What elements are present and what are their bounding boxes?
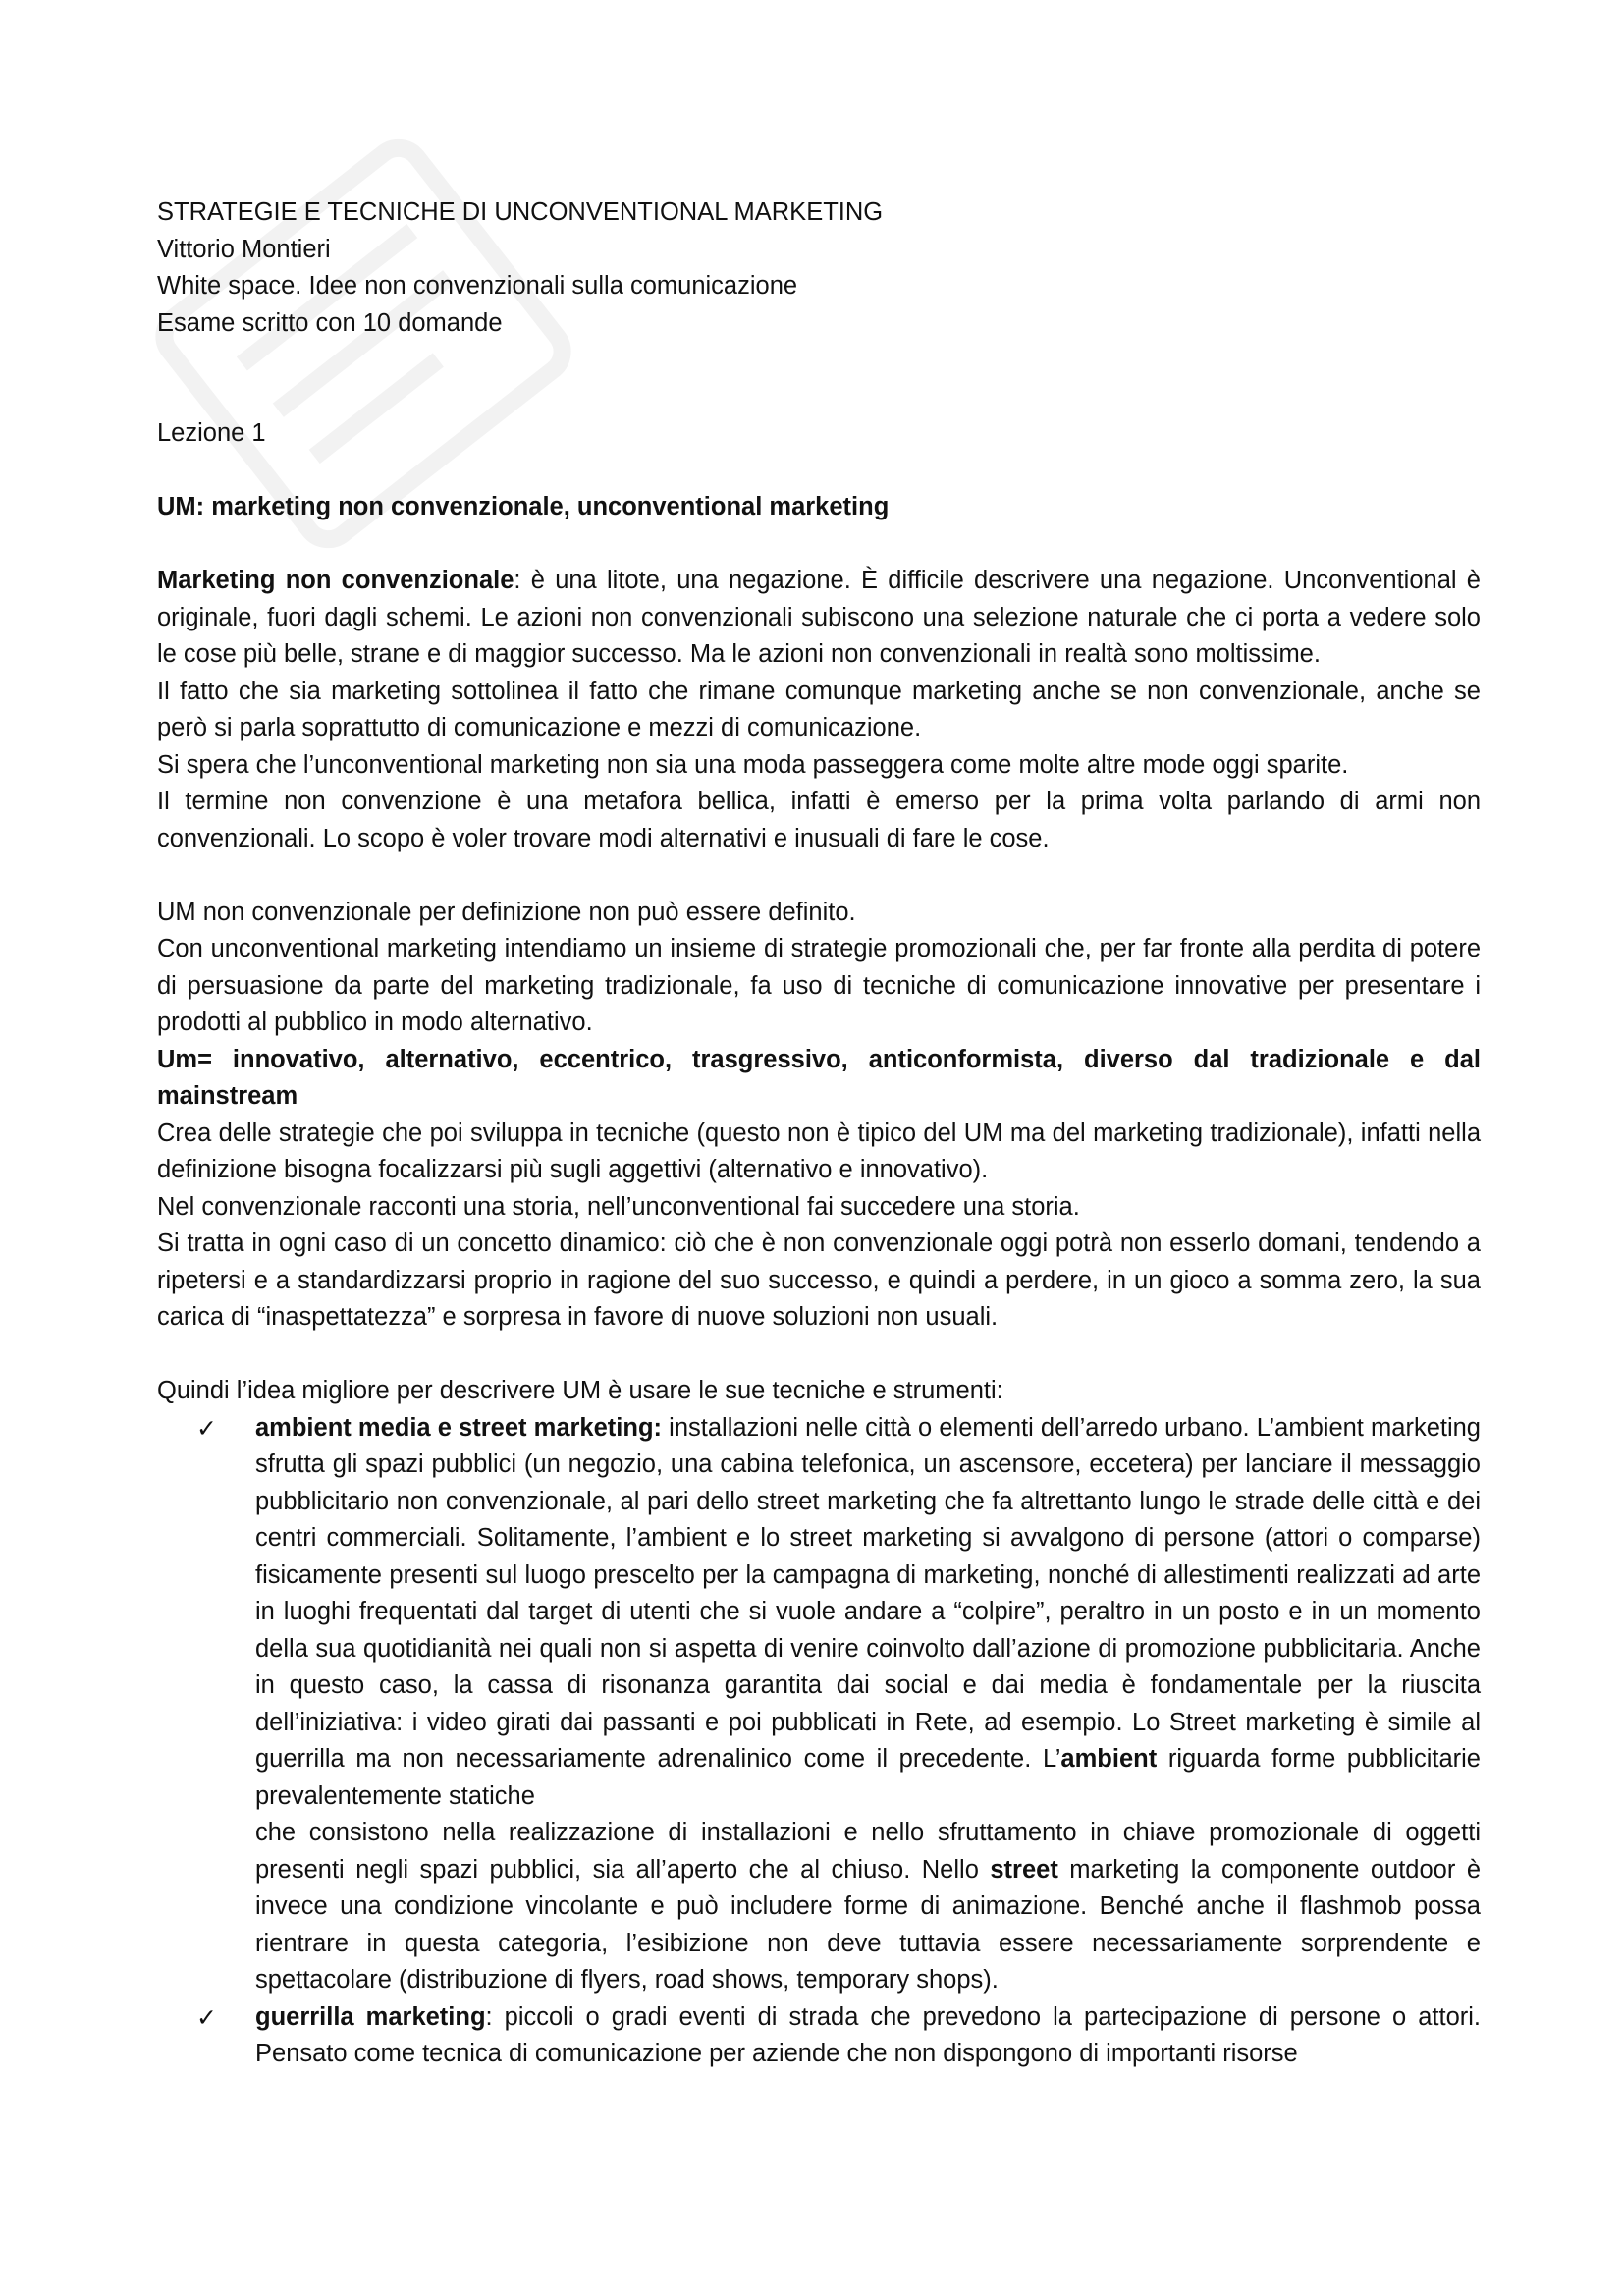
definition-bold-line: Um= innovativo, alternativo, eccentrico, trasgressivo, anticonformista, diverso dal tradizionale e dal mainstream	[157, 1045, 1481, 1110]
document-page	[157, 194, 1481, 2073]
definition-paragraph-1: UM non convenzionale per definizione non può essere definito.	[157, 898, 856, 926]
ambient-text-4: marketing la componente outdoor è invece una condizione vincolante e può includere forme di animazione. Benché anche il flashmob possa rientrare in questa categoria, l’esibizione non deve tuttavia essere necessariamente sorprendente e spettacolare (distribuzione di flyers, road shows, temporary shops).	[255, 1855, 1481, 1994]
checkmark-icon: ✓	[196, 1413, 217, 1443]
intro-paragraph-3: Si spera che l’unconventional marketing non sia una moda passeggera come molte altre mode oggi sparite.	[157, 750, 1349, 779]
ambient-text-3: che consistono nella realizzazione di installazioni e nello sfruttamento in chiave promozionale di oggetti presenti negli spazi pubblici, sia all’aperto che al chiuso. Nello	[255, 1819, 1481, 1884]
techniques-intro: Quindi l’idea migliore per descrivere UM è usare le sue tecniche e strumenti:	[157, 1377, 1003, 1404]
lesson-heading: UM: marketing non convenzionale, unconventional marketing	[157, 493, 890, 520]
intro-term: Marketing non convenzionale	[157, 567, 514, 594]
list-item-ambient	[196, 1410, 1481, 1999]
definition-paragraph-3: Crea delle strategie che poi sviluppa in tecniche (questo non è tipico del UM ma del marketing tradizionale), infatti nella definizione bisogna focalizzarsi più sugli aggettivi (alternativo e innovativo).	[157, 1119, 1481, 1183]
exam-info: Esame scritto con 10 domande	[157, 308, 503, 337]
definition-paragraph-5: Si tratta in ogni caso di un concetto dinamico: ciò che è non convenzionale oggi potrà non esserlo domani, tendendo a ripetersi e a standardizzarsi proprio in ragione del suo successo, e quindi a perdere, in un gioco a somma zero, la sua carica di “inaspettatezza” e sorpresa in favore di nuove soluzioni non usuali.	[157, 1230, 1481, 1331]
book-title: White space. Idee non convenzionali sulla comunicazione	[157, 272, 798, 300]
document-title: STRATEGIE E TECNICHE DI UNCONVENTIONAL MARKETING	[157, 198, 884, 226]
ambient-text-2: riguarda forme pubblicitarie prevalentemente statiche	[255, 1745, 1481, 1810]
intro-paragraph-2: Il fatto che sia marketing sottolinea il fatto che rimane comunque marketing anche se non convenzionale, anche se però si parla soprattutto di comunicazione e mezzi di comunicazione.	[157, 677, 1481, 741]
intro-paragraph-4: Il termine non convenzione è una metafora bellica, infatti è emerso per la prima volta parlando di armi non convenzionali. Lo scopo è voler trovare modi alternativi e inusuali di fare le cose.	[157, 788, 1481, 852]
author-name: Vittorio Montieri	[157, 235, 331, 263]
intro-text: : è una litote, una negazione. È difficile descrivere una negazione. Unconventional è originale, fuori dagli schemi. Le azioni non convenzionali subiscono una selezione naturale che ci porta a vedere solo le cose più belle, strane e di maggior successo. Ma le azioni non convenzionali in realtà sono moltissime.	[157, 567, 1481, 668]
spacer	[157, 342, 1481, 415]
guerrilla-text: : piccoli o gradi eventi di strada che prevedono la partecipazione di persone o attori. Pensato come tecnica di comunicazione per aziende che non dispongono di importanti risorse	[255, 2002, 1481, 2067]
lesson-label: Lezione 1	[157, 419, 266, 447]
spacer	[157, 1337, 1481, 1374]
techniques-list	[157, 1410, 1481, 2073]
ambient-term: ambient media e street marketing:	[255, 1413, 663, 1442]
spacer	[157, 453, 1481, 490]
ambient-text-1: installazioni nelle città o elementi dell’arredo urbano. L’ambient marketing sfrutta gli spazi pubblici (un negozio, una cabina telefonica, un ascensore, eccetera) per lanciare il messaggio pubblicitario non convenzionale, al pari dello street marketing che fa altrettanto lungo le strade delle città e dei centri commerciali. Solitamente, l’ambient e lo street marketing si avvalgono di persone (attori o comparse) fisicamente presenti sul luogo prescelto per la campagna di marketing, nonché di allestimenti realizzati ad arte in luoghi frequentati dal target di utenti che si vuole andare a “colpire”, peraltro in un posto e in un momento della sua quotidianità nei quali non si aspetta di venire coinvolto dall’azione di promozione pubblicitaria. Anche in questo caso, la cassa di risonanza garantita dai social e dai media è fondamentale per la riuscita dell’iniziativa: i video girati dai passanti e poi pubblicati in Rete, ad esempio. Lo Street marketing è simile al guerrilla ma non necessariamente adrenalinico come il precedente. L’	[255, 1413, 1481, 1773]
street-bold-word: street	[990, 1855, 1058, 1884]
ambient-bold-word: ambient	[1060, 1745, 1158, 1773]
definition-paragraph-4: Nel convenzionale racconti una storia, nell’unconventional fai succedere una storia.	[157, 1192, 1080, 1221]
guerrilla-term: guerrilla marketing	[255, 2002, 486, 2031]
definition-paragraph-2: Con unconventional marketing intendiamo un insieme di strategie promozionali che, per far fronte alla perdita di potere di persuasione da parte del marketing tradizionale, fa uso di tecniche di comunicazione innovative per presentare i prodotti al pubblico in modo alternativo.	[157, 935, 1481, 1036]
intro-paragraph-1	[157, 563, 1481, 674]
spacer	[157, 526, 1481, 564]
checkmark-icon: ✓	[196, 2002, 217, 2032]
list-item-guerrilla	[196, 1999, 1481, 2073]
spacer	[157, 857, 1481, 895]
